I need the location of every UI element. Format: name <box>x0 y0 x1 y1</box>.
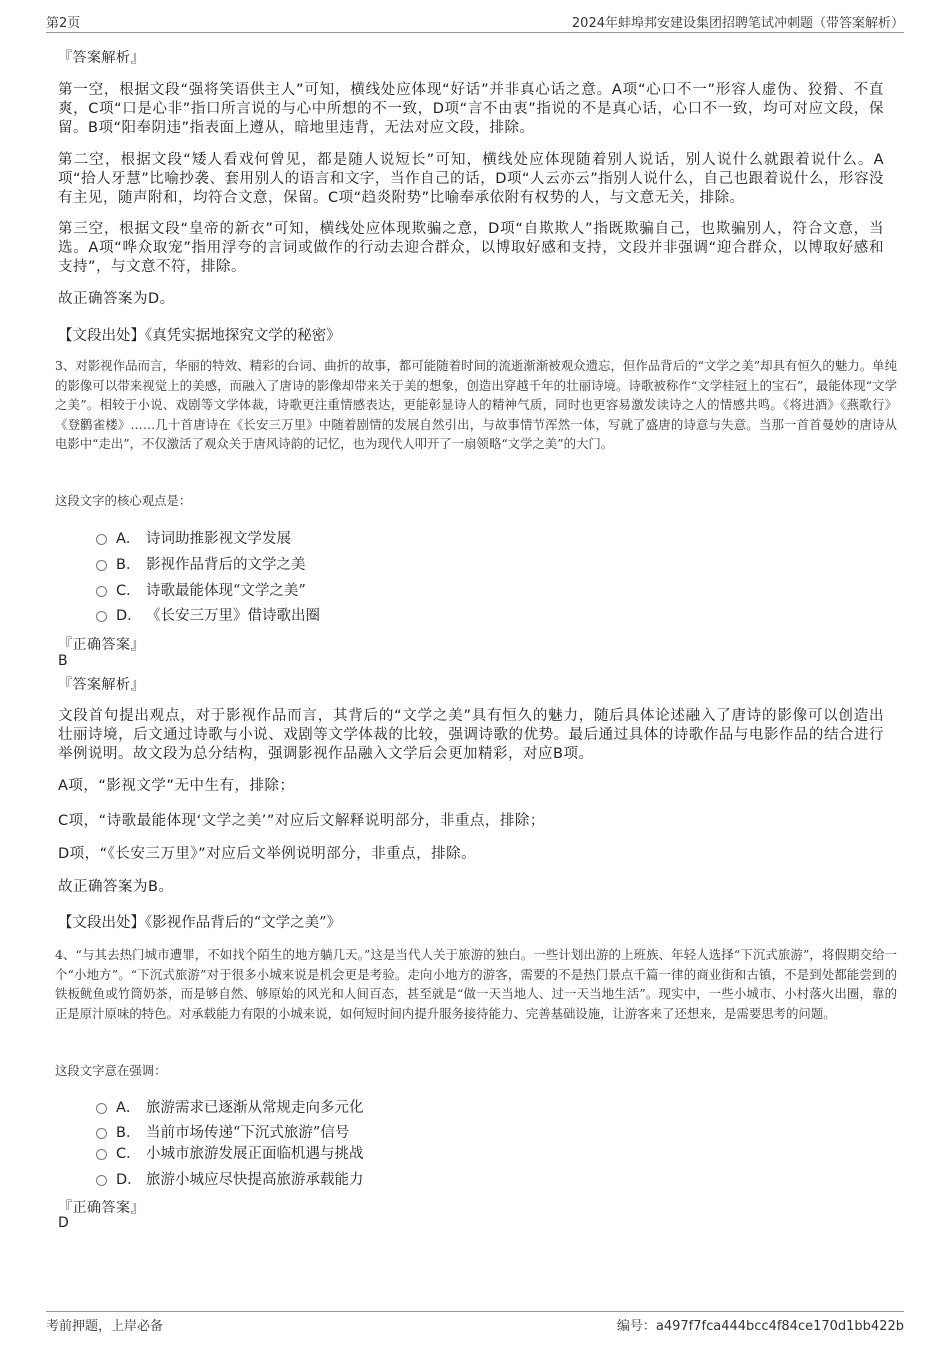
radio-icon[interactable] <box>96 1149 107 1160</box>
page-footer <box>46 1311 904 1334</box>
radio-icon[interactable] <box>96 1128 107 1139</box>
q3-correct-label: 『正确答案』 <box>58 637 145 653</box>
option-text: 影视作品背后的文学之美 <box>146 556 306 573</box>
q3-option-a[interactable] <box>96 527 291 547</box>
radio-icon[interactable] <box>96 1175 107 1186</box>
radio-icon[interactable] <box>96 560 107 571</box>
q2-conclusion: 故正确答案为D。 <box>58 291 175 307</box>
page-header <box>46 10 904 33</box>
option-letter: A． <box>116 1099 141 1116</box>
option-letter: A． <box>116 530 141 547</box>
radio-icon[interactable] <box>96 1103 107 1114</box>
q2-analysis-p2: 第二空，根据文段“矮人看戏何曾见，都是随人说短长”可知，横线处应体现随着别人说话，别人说什么就跟着说什么。A项“拾人牙慧”比喻抄袭、套用别人的语言和文字，当作自己的话，D项“人云亦云”指别人说什么，自己也跟着说什么，形容没有主见，随声附和，均符合文意，保留。C项“趋炎附势”比喻奉承依附有权势的人，与文意无关，排除。 <box>58 152 884 206</box>
q3-analysis-p4: D项，“《长安三万里》”对应后文举例说明部分，非重点，排除。 <box>58 846 477 862</box>
option-letter: C． <box>116 1145 141 1162</box>
option-text: 诗词助推影视文学发展 <box>146 530 291 547</box>
option-text: 小城市旅游发展正面临机遇与挑战 <box>146 1145 364 1162</box>
q3-analysis-p1: 文段首句提出观点，对于影视作品而言，其背后的“文学之美”具有恒久的魅力，随后具体论述融入了唐诗的影像可以创造出壮丽诗境，后文通过诗歌与小说、戏剧等文学体裁的比较，强调诗歌的优势。最后通过具体的诗歌作品与电影作品的结合进行举例说明。故文段为总分结构，强调影视作品融入文学后会更加精彩，对应B项。 <box>58 708 884 762</box>
option-text: 旅游小城应尽快提高旅游承载能力 <box>146 1171 364 1188</box>
option-text: 当前市场传递“下沉式旅游”信号 <box>146 1124 350 1141</box>
option-text: 《长安三万里》借诗歌出圈 <box>146 607 320 624</box>
q4-correct-answer: D <box>58 1215 69 1231</box>
q3-option-d[interactable] <box>96 604 320 624</box>
option-letter: D． <box>116 1171 142 1188</box>
q3-correct-answer: B <box>58 653 68 669</box>
q3-option-b[interactable] <box>96 553 306 573</box>
radio-icon[interactable] <box>96 534 107 545</box>
option-text: 诗歌最能体现“文学之美” <box>146 582 306 599</box>
q3-analysis-label: 『答案解析』 <box>58 677 145 693</box>
q4-option-c[interactable] <box>96 1142 364 1162</box>
q4-option-b[interactable] <box>96 1121 349 1141</box>
q2-analysis-label: 『答案解析』 <box>58 50 145 66</box>
option-letter: B． <box>116 556 141 573</box>
q3-source: 【文段出处】《影视作品背后的“文学之美”》 <box>58 915 342 931</box>
option-text: 旅游需求已逐渐从常规走向多元化 <box>146 1099 364 1116</box>
q3-conclusion: 故正确答案为B。 <box>58 879 174 895</box>
q2-source: 【文段出处】《真凭实据地探究文学的秘密》 <box>58 328 341 344</box>
q2-analysis-p3: 第三空，根据文段“皇帝的新衣”可知，横线处应体现欺骗之意，D项“自欺欺人”指既欺骗自己，也欺骗别人，符合文意，当选。A项“哗众取宠”指用浮夸的言词或做作的行动去迎合群众，以博取好感和支持，文段并非强调“迎合群众，以博取好感和支持”，与文意不符，排除。 <box>58 221 884 275</box>
q3-prompt: 这段文字的核心观点是： <box>55 493 192 508</box>
document-title: 2024年蚌埠邦安建设集团招聘笔试冲刺题（带答案解析） <box>571 16 904 31</box>
footer-code: 编号：a497f7fca444bcc4f84ce170d1bb422b <box>616 1319 904 1334</box>
q4-option-a[interactable] <box>96 1096 364 1116</box>
q3-option-c[interactable] <box>96 579 306 599</box>
page-number: 第2页 <box>46 16 81 31</box>
radio-icon[interactable] <box>96 586 107 597</box>
q3-analysis-p3: C项，“诗歌最能体现‘文学之美’”对应后文解释说明部分，非重点，排除； <box>58 813 545 829</box>
q3-analysis-p2: A项，“影视文学”无中生有，排除； <box>58 778 295 794</box>
q4-correct-label: 『正确答案』 <box>58 1200 145 1216</box>
q4-prompt: 这段文字意在强调： <box>55 1063 167 1078</box>
footer-slogan: 考前押题，上岸必备 <box>46 1319 164 1334</box>
radio-icon[interactable] <box>96 611 107 622</box>
option-letter: D． <box>116 607 142 624</box>
q2-analysis-p1: 第一空，根据文段“强将笑语供主人”可知，横线处应体现“好话”并非真心话之意。A项“心口不一”形容人虚伪、狡猾、不直爽，C项“口是心非”指口所言说的与心中所想的不一致，D项“言不由衷”指说的不是真心话，心口不一致，均可对应文段，保留。B项“阳奉阴违”指表面上遵从，暗地里违背，无法对应文段，排除。 <box>58 82 884 136</box>
option-letter: B． <box>116 1124 141 1141</box>
q4-text: 4、“与其去热门城市遭罪，不如找个陌生的地方躺几天。”这是当代人关于旅游的独白。一些计划出游的上班族、年轻人选择“下沉式旅游”，将假期交给一个“小地方”。“下沉式旅游”对于很多小城来说是机会更是考验。走向小地方的游客，需要的不是热门景点千篇一律的商业街和古镇，不是到处都能尝到的铁板鱿鱼或竹筒奶茶，而是够自然、够原始的风光和人间百态，甚至就是“做一天当地人、过一天当地生活”。现实中，一些小城市、小村落火出圈，靠的正是原汁原味的特色。对承载能力有限的小城来说，如何短时间内提升服务接待能力、完善基础设施，让游客来了还想来，是需要思考的问题。 <box>55 947 897 1021</box>
q4-option-d[interactable] <box>96 1168 364 1188</box>
option-letter: C． <box>116 582 141 599</box>
q3-text: 3、对影视作品而言，华丽的特效、精彩的台词、曲折的故事，都可能随着时间的流逝渐渐被观众遗忘，但作品背后的“文学之美”却具有恒久的魅力。单纯的影像可以带来视觉上的美感，而融入了唐诗的影像却带来关于美的想象，创造出穿越千年的壮丽诗境。诗歌被称作“文学桂冠上的宝石”，最能体现“文学之美”。相较于小说、戏剧等文学体裁，诗歌更注重情感表达，更能彰显诗人的精神气质，同时也更容易激发读诗之人的情感共鸣。《将进酒》《燕歌行》《登鹳雀楼》……几十首唐诗在《长安三万里》中随着剧情的发展自然引出，与故事情节浑然一体，写就了盛唐的诗意与失意。当那一首首曼妙的唐诗从电影中“走出”，不仅激活了观众关于唐风诗韵的记忆，也为现代人叩开了一扇领略“文学之美”的大门。 <box>55 358 897 451</box>
